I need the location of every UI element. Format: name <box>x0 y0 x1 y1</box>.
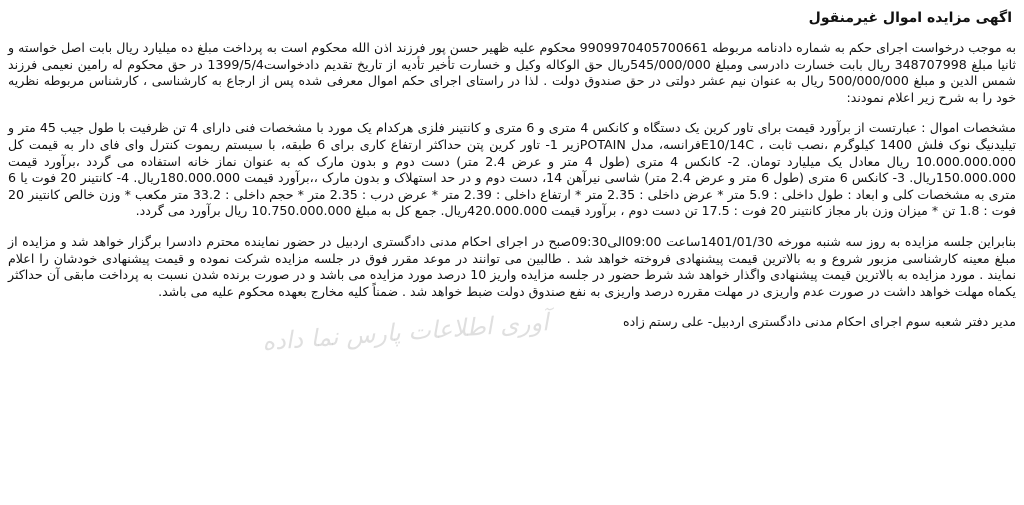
paragraph-verdict: به موجب درخواست اجرای حکم به شماره دادنامه مربوطه 9909970405700661 محکوم علیه ظهیر حسن پور فرزند اذن الله محکوم است به پرداخت مبلغ ده میلیارد ریال بابت اصل خواسته و ثانیا مبلغ 348707998 ریال بابت خسارت دادرسی ومبلغ 545/000/000ریال حق الوکاله وکیل و خسارت تأخیر تأدیه از تاریخ تقدیم دادخواست1399/5/4 در حق محکوم له رامین نعیمی فرزند شمس الدین و مبلغ 500/000/000 ریال به عنوان نیم عشر دولتی در حق صندوق دولت . لذا در راستای اجرای حکم اموال معرفی شده پس از ارجاع به کارشناسی ، کارشناس مربوطه نظریه خود را به شرح زیر اعلام نمودند: <box>8 40 1016 105</box>
document-title: اگهی مزایده اموال غیرمنقول <box>808 10 1012 26</box>
paragraph-property-specs: مشخصات اموال : عبارتست از برآورد قیمت برای تاور کرین یک دستگاه و کانکس 4 متری و 6 متری و کانتینر فلزی هرکدام یک مورد با مشخصات فنی دارای 4 تن ظرفیت با طول جیب 45 متر و تیلیدنیگ نوک فلش 1400 کیلوگرم ،نصب ثابت ، E10/14Cفرانسه، مدل POTAINزیر 1- تاور کرین پتن حداکثر ارتفاع کاری برای 6 طبقه، با سیستم ریموت کنترل وای فای دار به قیمت کل 10.000.000.000 ریال معادل یک میلیارد تومان. 2- کانکس 4 متری (طول 4 متر و عرض 2.4 متر) دست دوم و بدون مارک که به عنوان نماز خانه استفاده می گردد ،برآورد قیمت 150.000.000ریال. 3- کانکس 6 متری (طول 6 متر و عرض 2.4 متر) شاسی نیرآهن 14، دست دوم و در حد استهلاک و بدون مارک ،،برآورد قیمت 180.000.000ریال. 4- کانتینر 20 فوت یا 6 متری به مشخصات کلی و ابعاد : طول داخلی : 5.9 متر * عرض داخلی : 2.35 متر * ارتفاع داخلی : 2.39 متر * عرض درب : 2.35 متر * حجم داخلی : 33.2 متر مکعب * وزن خالص کانتینر 20 فوت : 1.8 تن * میزان وزن بار مجاز کانتینر 20 فوت : 17.5 تن دست دوم ، برآورد قیمت 420.000.000ریال. جمع کل به مبلغ 10.750.000.000 ریال برآورد می گردد. <box>8 120 1017 219</box>
signature-line: مدیر دفتر شعبه سوم اجرای احکام مدنی دادگستری اردبیل- علی رستم زاده <box>623 314 1016 330</box>
watermark: آوری اطلاعات پارس نما داده <box>261 308 550 356</box>
paragraph-auction-session: بنابراین جلسه مزایده به روز سه شنبه مورخه 1401/01/30ساعت 09:00الی09:30صبح در اجرای احکام مدنی دادگستری اردبیل در حضور نماینده محترم دادسرا برگزار خواهد شد و مزایده از مبلغ معینه کارشناسی مزبور شروع و به بالاترین قیمت پیشنهادی فروخته خواهد شد . طالبین می توانند در موعد مقرر فوق در جلسه مزایده شرکت نموده و قیمت پیشنهادی خودشان را اعلام نمایند . مورد مزایده به بالاترین قیمت پیشنهادی واگذار خواهد شد شرط حضور در جلسه مزایده واریز 10 درصد مورد مزایده می باشد و در صورت برنده شدن نسبت به پرداخت مابقی آن حداکثر یکماه مهلت خواهد داشت در صورت عدم واریزی در مهلت مقرره درصد واریزی به نفع صندوق دولت ضبط خواهد شد . ضمناً کلیه مخارج بعهده محکوم علیه می باشد. <box>8 233 1016 299</box>
